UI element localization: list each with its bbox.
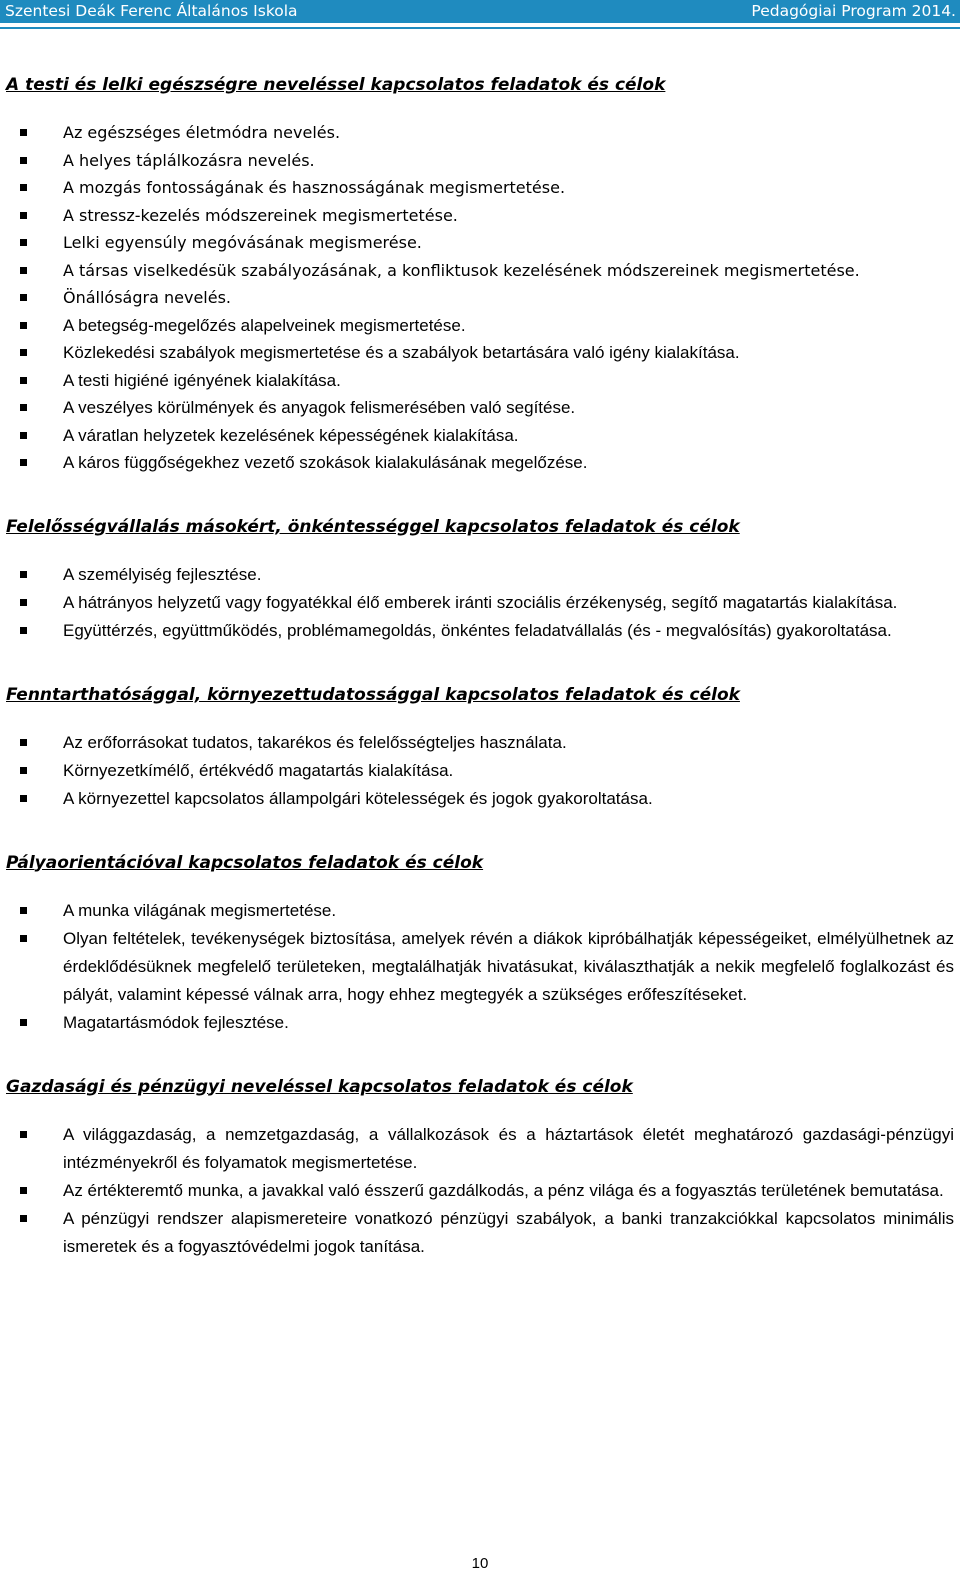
section-list [6, 1121, 954, 1261]
list-item: A pénzügyi rendszer alapismereteire vonatkozó pénzügyi szabályok, a banki tranzakciókkal kapcsolatos minimális ismeretek és a fogyasztóvédelmi jogok tanítása. [6, 1205, 954, 1261]
program-title: Pedagógiai Program 2014. [751, 2, 956, 20]
bullet-icon [20, 184, 27, 191]
bullet-icon [20, 267, 27, 274]
section-heading: Pályaorientációval kapcsolatos feladatok és célok [6, 852, 484, 873]
section-finance [6, 1073, 954, 1261]
list-item: Környezetkímélő, értékvédő magatartás kialakítása. [6, 757, 954, 785]
bullet-icon [20, 795, 27, 802]
bullet-icon [20, 1187, 27, 1194]
bullet-icon [20, 432, 27, 439]
bullet-icon [20, 599, 27, 606]
bullet-icon [20, 157, 27, 164]
list-item: A betegség-megelőzés alapelveinek megismertetése. [6, 312, 954, 340]
page-header [0, 0, 960, 32]
section-list [6, 119, 954, 477]
bullet-icon [20, 404, 27, 411]
list-item: Az értékteremtő munka, a javakkal való ésszerű gazdálkodás, a pénz világa és a fogyasztás területének bemutatása. [6, 1177, 954, 1205]
list-item: A személyiség fejlesztése. [6, 561, 954, 589]
bullet-icon [20, 907, 27, 914]
bullet-icon [20, 1215, 27, 1222]
header-divider [0, 27, 960, 29]
list-item: A váratlan helyzetek kezelésének képességének kialakítása. [6, 422, 954, 450]
bullet-icon [20, 294, 27, 301]
section-responsibility [6, 513, 954, 645]
bullet-icon [20, 935, 27, 942]
list-item: A mozgás fontosságának és hasznosságának megismertetése. [6, 174, 954, 202]
list-item: A munka világának megismertetése. [6, 897, 954, 925]
bullet-icon [20, 349, 27, 356]
bullet-icon [20, 377, 27, 384]
bullet-icon [20, 571, 27, 578]
list-item: Magatartásmódok fejlesztése. [6, 1009, 954, 1037]
list-item: A testi higiéné igényének kialakítása. [6, 367, 954, 395]
section-heading: Gazdasági és pénzügyi neveléssel kapcsolatos feladatok és célok [6, 1076, 633, 1097]
bullet-icon [20, 627, 27, 634]
list-item: Közlekedési szabályok megismertetése és a szabályok betartására való igény kialakítása. [6, 339, 954, 367]
section-heading: Fenntarthatósággal, környezettudatossággal kapcsolatos feladatok és célok [6, 684, 740, 705]
section-list [6, 897, 954, 1037]
list-item: A stressz-kezelés módszereinek megismertetése. [6, 202, 954, 230]
header-bar [0, 0, 960, 23]
list-item: A káros függőségekhez vezető szokások kialakulásának megelőzése. [6, 449, 954, 477]
list-item: A társas viselkedésük szabályozásának, a konfliktusok kezelésének módszereinek megismertetése. [6, 257, 954, 285]
list-item: A veszélyes körülmények és anyagok felismerésében való segítése. [6, 394, 954, 422]
bullet-icon [20, 1131, 27, 1138]
bullet-icon [20, 739, 27, 746]
list-item: A világgazdaság, a nemzetgazdaság, a vállalkozások és a háztartások életét meghatározó gazdasági-pénzügyi intézményekről és folyamatok megismertetése. [6, 1121, 954, 1177]
section-sustainability [6, 681, 954, 813]
bullet-icon [20, 129, 27, 136]
list-item: A hátrányos helyzetű vagy fogyatékkal élő emberek iránti szociális érzékenység, segítő magatartás kialakítása. [6, 589, 954, 617]
document-body [6, 71, 954, 1261]
list-item: Az erőforrásokat tudatos, takarékos és felelősségteljes használata. [6, 729, 954, 757]
section-career [6, 849, 954, 1037]
school-name: Szentesi Deák Ferenc Általános Iskola [5, 2, 298, 20]
bullet-icon [20, 1019, 27, 1026]
bullet-icon [20, 459, 27, 466]
list-item: A környezettel kapcsolatos állampolgári kötelességek és jogok gyakoroltatása. [6, 785, 954, 813]
list-item: Együttérzés, együttműködés, problémamegoldás, önkéntes feladatvállalás (és - megvalósítás) gyakoroltatása. [6, 617, 954, 645]
list-item: Olyan feltételek, tevékenységek biztosítása, amelyek révén a diákok kipróbálhatják képességeiket, elmélyülhetnek az érdeklődésüknek megfelelő területeken, megtalálhatják hivatásukat, kiválaszthatják a nekik megfelelő foglalkozást és pályát, valamint képessé válnak arra, hogy ehhez megtegyék a szükséges erőfeszítéseket. [6, 925, 954, 1009]
bullet-icon [20, 322, 27, 329]
section-list [6, 561, 954, 645]
list-item: A helyes táplálkozásra nevelés. [6, 147, 954, 175]
section-list [6, 729, 954, 813]
section-heading: Felelősségvállalás másokért, önkéntességgel kapcsolatos feladatok és célok [6, 516, 740, 537]
section-heading: A testi és lelki egészségre neveléssel kapcsolatos feladatok és célok [6, 75, 666, 95]
list-item: Az egészséges életmódra nevelés. [6, 119, 954, 147]
bullet-icon [20, 239, 27, 246]
bullet-icon [20, 767, 27, 774]
list-item: Lelki egyensúly megóvásának megismerése. [6, 229, 954, 257]
bullet-icon [20, 212, 27, 219]
section-health [6, 71, 954, 477]
page-number: 10 [471, 1555, 489, 1572]
list-item: Önállóságra nevelés. [6, 284, 954, 312]
